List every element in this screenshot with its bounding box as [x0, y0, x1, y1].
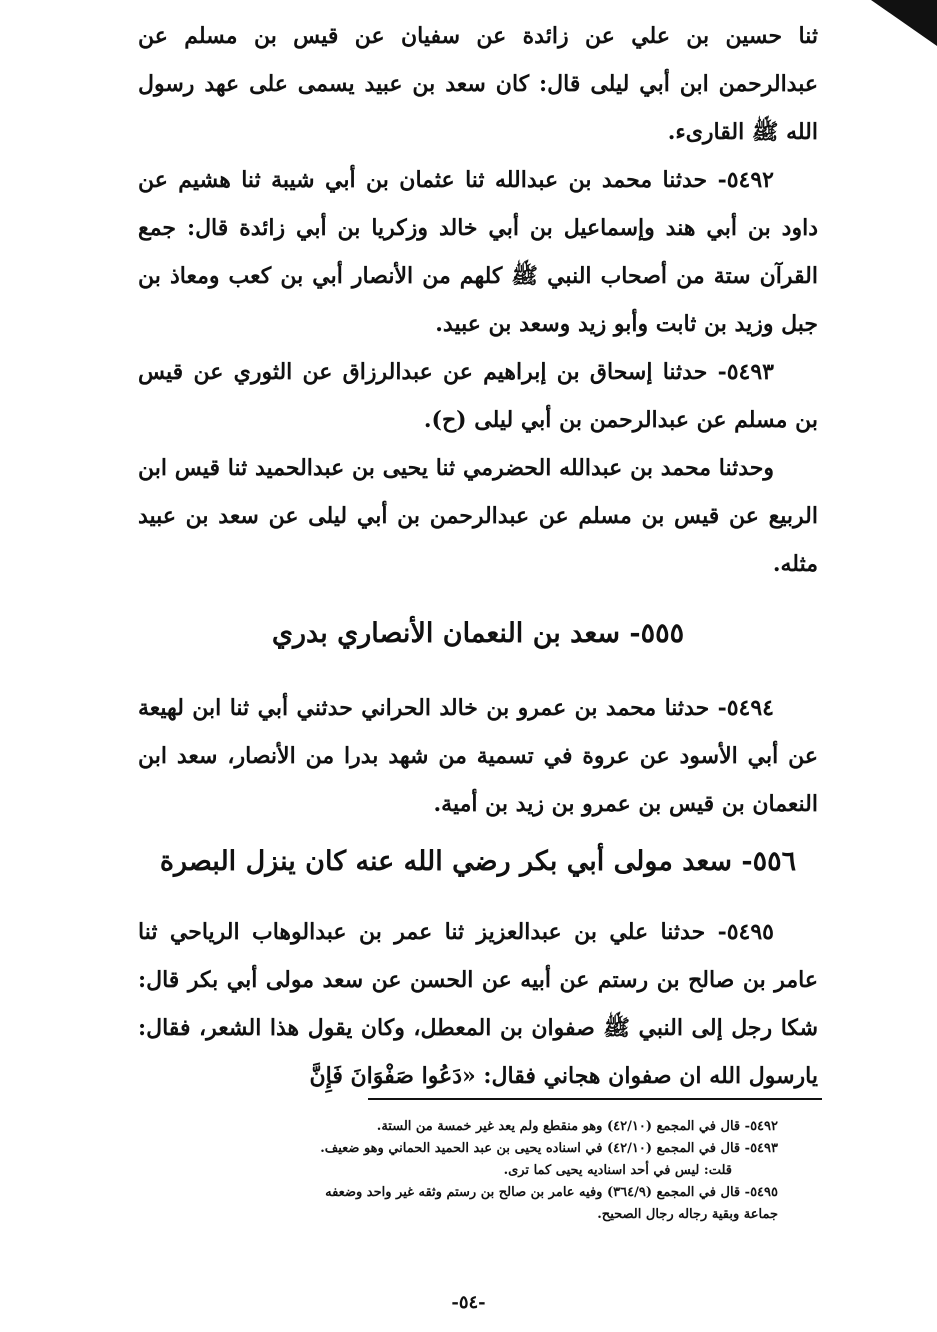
footnote-divider: [368, 1098, 822, 1100]
hadith-text: حدثنا علي بن عبدالعزيز ثنا عمر بن عبدالوهاب الرياحي ثنا عامر بن صالح بن رستم عن أبيه عن الحسن عن سعد مولى أبي بكر قال: شكا رجل إلى النبي ﷺ صفوان بن المعطل، وكان يقول هذا الشعر، فقال: يارسول الله ان صفوان هجاني فقال: «دَعُوا صَفْوَانَ فَإِنَّ: [138, 919, 818, 1089]
corner-triangle-mark: [871, 0, 937, 46]
hadith-number: ٥٤٩٣-: [717, 359, 774, 385]
hadith-5494: [138, 684, 818, 828]
main-text-block-2: [138, 684, 818, 828]
hadith-5493-second-chain: وحدثنا محمد بن عبدالله الحضرمي ثنا يحيى بن عبدالحميد ثنا قيس ابن الربيع عن قيس بن مسلم عن عبدالرحمن بن أبي ليلى عن سعد بن عبيد مثله.: [138, 455, 818, 577]
page-number: -٥٤-: [451, 1292, 486, 1313]
hadith-text: حدثنا إسحاق بن إبراهيم عن عبدالرزاق عن الثوري عن قيس بن مسلم عن عبدالرحمن بن أبي ليلى (ح).: [138, 359, 818, 433]
footnote-5493-note: قلت: ليس في أحد اسناديه يحيى كما ترى.: [503, 1163, 732, 1178]
footnote-5495: ٥٤٩٥- قال في المجمع (٣٦٤/٩) وفيه عامر بن صالح بن رستم وثقه غير واحد وضعفه: [325, 1185, 778, 1200]
hadith-5493: [138, 348, 818, 444]
footnote-5492: ٥٤٩٢- قال في المجمع (٤٢/١٠) وهو منقطع ولم يعد غير خمسة من الستة.: [376, 1119, 778, 1134]
hadith-text: حدثنا محمد بن عبدالله ثنا عثمان بن أبي شيبة ثنا هشيم عن داود بن أبي هند وإسماعيل بن أبي خالد وزكريا بن أبي زائدة قال: جمع القرآن ستة من أصحاب النبي ﷺ كلهم من الأنصار أبي بن كعب ومعاذ بن جبل وزيد بن ثابت وأبو زيد وسعد بن عبيد.: [138, 167, 818, 337]
hadith-5495: [138, 908, 818, 1100]
hadith-5492: [138, 156, 818, 348]
section-heading-556: ٥٥٦- سعد مولى أبي بكر رضي الله عنه كان ينزل البصرة: [159, 846, 797, 877]
hadith-number: ٥٤٩٢-: [717, 167, 774, 193]
intro-paragraph: ثنا حسين بن علي عن زائدة عن سفيان عن قيس بن مسلم عن عبدالرحمن ابن أبي ليلى قال: كان سعد بن عبيد يسمى على عهد رسول الله ﷺ القارىء.: [138, 23, 818, 145]
main-text-block-1: [138, 12, 818, 588]
main-text-block-3: [138, 908, 818, 1100]
section-heading-555: ٥٥٥- سعد بن النعمان الأنصاري بدري: [271, 618, 685, 649]
hadith-number: ٥٤٩٥-: [717, 919, 774, 945]
footnotes: [128, 1116, 778, 1226]
footnote-5495-continued: جماعة وبقية رجاله رجال الصحيح.: [597, 1207, 778, 1222]
hadith-number: ٥٤٩٤-: [717, 695, 774, 721]
hadith-text: حدثنا محمد بن عمرو بن خالد الحراني حدثني أبي ثنا ابن لهيعة عن أبي الأسود عن عروة في تسمية من شهد بدرا من الأنصار، سعد ابن النعمان بن قيس بن عمرو بن زيد بن أمية.: [138, 695, 818, 817]
footnote-5493: ٥٤٩٣- قال في المجمع (٤٢/١٠) في اسناده يحيى بن عبد الحميد الحماني وهو ضعيف.: [320, 1141, 778, 1156]
